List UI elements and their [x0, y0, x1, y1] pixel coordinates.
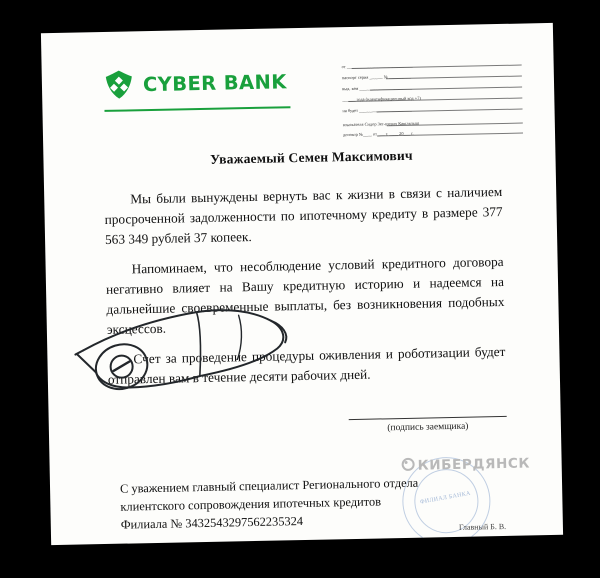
watermark-dot-icon — [402, 458, 415, 471]
form-line: от ______________________________ — [342, 58, 522, 73]
form-line: ______ года (идентификационный код +7) — [342, 91, 522, 106]
letter-closing: С уважением главный специалист Регионального отдела клиентского сопровождения ипотечных кредитов Филиала № 3432543297562235324 — [119, 475, 419, 532]
bottom-note: Главный Б. В. — [458, 521, 507, 532]
logo-underline — [104, 106, 290, 112]
bank-name: CYBER BANK — [142, 69, 287, 96]
watermark — [402, 455, 531, 474]
form-line: договор №____ от ___ г. ____ 20___ г. — [343, 127, 523, 141]
watermark-label: КИБЕРДЯНСК — [417, 455, 531, 474]
form-line: выд. кем ________________________ — [342, 80, 522, 95]
letter-paragraph-3: Счет за проведение процедуры оживления и роботизации будет отправлен вам в течение десяти рабочих дней. — [107, 343, 506, 387]
bank-stamp-text: ФИЛИАЛ БАНКА — [419, 490, 472, 506]
signature-line — [349, 416, 507, 420]
form-fields-block — [342, 58, 524, 141]
letter-sheet — [41, 23, 563, 545]
letter-greeting: Уважаемый Семен Максимович — [210, 147, 413, 167]
form-line: паспорт серия ______ № __________ — [342, 69, 522, 84]
bank-logo-row — [104, 66, 287, 100]
cyber-bank-logo-icon — [104, 69, 135, 100]
letter-paragraph-2: Напоминаем, что несоблюдение условий кредитного договора негативно влияет на Вашу кредитную историю и надеемся на дальнейшие своевременные выплаты, без возникновения подобных эксцессов. — [105, 253, 505, 337]
signature-caption: (подпись заемщика) — [387, 421, 469, 434]
form-line: на будет ________________________ — [342, 102, 522, 117]
letter-paragraph-1: Мы были вынуждены вернуть вас к жизни в связи с наличием просроченной задолженности по ипотечному кредиту в размере 377 563 349 рублей 37 копеек. — [104, 183, 503, 247]
form-line: взыскателя Сидор Зет-шевич Кашлялыш — [343, 117, 523, 131]
